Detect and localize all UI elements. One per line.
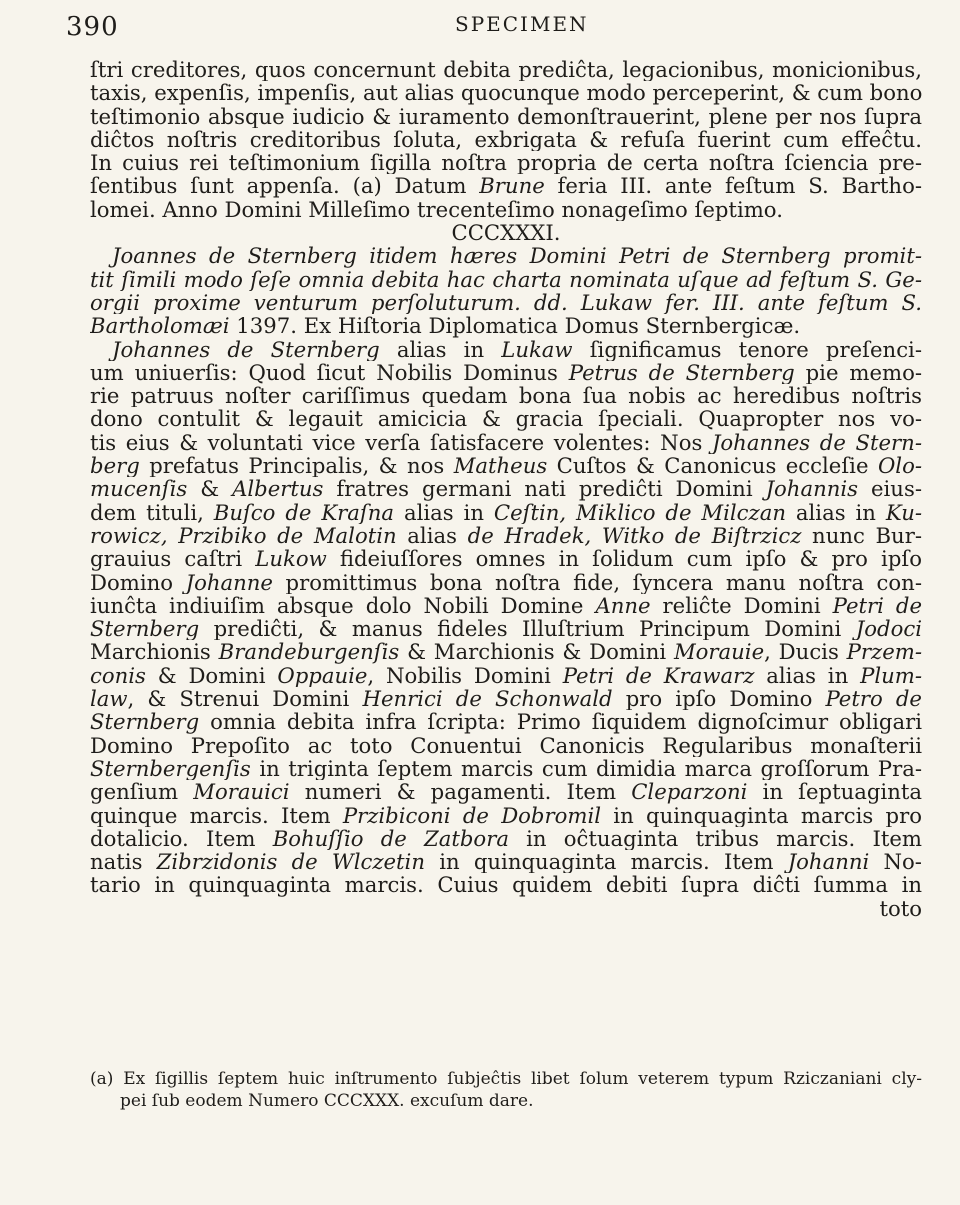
text-line bbox=[90, 81, 922, 104]
text-segment: tis eius & voluntati vice verſa ſatisfacere volentes: Nos bbox=[90, 430, 712, 455]
text-line bbox=[90, 571, 922, 594]
text-segment: nunc Bur- bbox=[801, 523, 922, 548]
italic-text: Ceſtin, Miklico de Milczan bbox=[493, 500, 786, 524]
text-segment: prediĉti, & manus fideles Illuſtrium Principum Domini bbox=[199, 617, 856, 641]
text-segment: dem tituli, bbox=[90, 500, 214, 524]
italic-text: Johanni bbox=[787, 850, 870, 874]
italic-text: Przibiconi de Dobromil bbox=[342, 803, 602, 827]
text-segment: natis bbox=[90, 850, 157, 874]
text-segment: Domino bbox=[90, 570, 186, 594]
italic-text: Matheus bbox=[453, 454, 548, 478]
text-segment: (a) Ex ſigillis ſeptem huic inſtrumento ſubjeĉtis libet ſolum veterem typum Rziczaniani cly- bbox=[90, 1069, 922, 1089]
text-segment: dotalicio. Item bbox=[90, 826, 273, 851]
text-segment: Domino Prepoſito ac toto Conuentui Canonicis Regularibus monaſterii bbox=[90, 733, 922, 757]
italic-text: tit ſimili modo ſeſe omnia debita hac charta nominata uſque ad feſtum S. Ge- bbox=[90, 267, 922, 291]
text-segment: feria III. ante feſtum S. Bartho- bbox=[544, 174, 922, 198]
text-segment: pei ſub eodem Numero CCCXXX. excuſum dare. bbox=[120, 1091, 534, 1111]
italic-text: Petri de bbox=[832, 593, 922, 618]
text-segment: numeri & pagamenti. Item bbox=[289, 780, 632, 804]
text-segment: ſtri creditores, quos concernunt debita prediĉta, legacionibus, monicionibus, bbox=[90, 58, 922, 82]
italic-text: Plum- bbox=[860, 663, 922, 688]
text-segment: iunĉta indiuiſim absque dolo Nobili Domine bbox=[90, 593, 596, 618]
text-segment: & Marchionis & Domini bbox=[399, 640, 674, 664]
text-line bbox=[90, 757, 922, 780]
text-segment: ſignificamus tenore preſenci- bbox=[572, 337, 922, 361]
italic-text: Sternbergenſis bbox=[90, 756, 251, 781]
text-segment: Cuſtos & Canonicus eccleſie bbox=[547, 454, 878, 478]
text-line bbox=[90, 687, 922, 710]
page-header bbox=[60, 8, 920, 48]
text-line bbox=[90, 524, 922, 547]
text-line bbox=[90, 338, 922, 361]
italic-text: Cleparzoni bbox=[631, 780, 748, 804]
text-segment: & Domini bbox=[145, 663, 278, 688]
italic-text: Jodoci bbox=[855, 617, 922, 641]
text-segment: & bbox=[187, 477, 233, 501]
text-line bbox=[90, 873, 922, 896]
text-segment: fratres germani nati prediĉti Domini bbox=[323, 477, 766, 501]
text-line bbox=[90, 151, 922, 174]
text-line bbox=[90, 897, 922, 920]
text-line bbox=[90, 198, 922, 221]
italic-text: Bartholomæi bbox=[90, 314, 230, 338]
text-segment: alias in bbox=[786, 500, 886, 524]
italic-text: Ku- bbox=[885, 500, 922, 524]
text-line bbox=[90, 431, 922, 454]
text-segment: in oĉtuaginta tribus marcis. Item bbox=[508, 826, 922, 851]
text-segment: eius- bbox=[858, 477, 922, 501]
text-segment: in quinquaginta marcis. Item bbox=[424, 850, 788, 874]
text-segment: in quinquaginta marcis pro bbox=[601, 803, 922, 827]
italic-text: Brandeburgenſis bbox=[218, 640, 400, 664]
text-line bbox=[90, 407, 922, 430]
text-line bbox=[90, 221, 922, 244]
text-segment: lomei. Anno Domini Milleſimo trecenteſimo nonageſimo ſeptimo. bbox=[90, 197, 783, 222]
text-segment: omnia debita infra ſcripta: Primo ſiquidem dignoſcimur obligari bbox=[199, 710, 922, 734]
text-line bbox=[90, 501, 922, 524]
text-line bbox=[90, 244, 922, 267]
italic-text: Johanne bbox=[185, 570, 273, 594]
text-segment: Marchionis bbox=[90, 640, 219, 664]
text-segment: prefatus Principalis, & nos bbox=[139, 454, 454, 478]
body-text bbox=[90, 58, 922, 920]
text-line bbox=[90, 454, 922, 477]
text-segment: in ſeptuaginta bbox=[747, 780, 922, 804]
page-number: 390 bbox=[66, 12, 119, 42]
italic-text: Olo- bbox=[877, 454, 922, 478]
italic-text: Petro de bbox=[825, 687, 922, 711]
italic-text: rowicz, Przibiko de Malotin bbox=[90, 523, 397, 548]
text-segment: teſtimonio absque iudicio & iuramento demonſtrauerint, plene per nos ſupra bbox=[90, 104, 922, 128]
text-line bbox=[90, 804, 922, 827]
footnote-block bbox=[90, 1068, 922, 1112]
text-segment: pro ipſo Domino bbox=[612, 687, 826, 711]
text-segment: fideiuſſores omnes in ſolidum cum ipſo & pro ipſo bbox=[326, 547, 922, 571]
italic-text: de Hradek, Witko de Biſtrzicz bbox=[467, 523, 802, 548]
text-line bbox=[90, 174, 922, 197]
italic-text: Morauie bbox=[673, 640, 765, 664]
italic-text: Johannes de Sternberg bbox=[112, 337, 380, 361]
italic-text: Sternberg bbox=[90, 710, 200, 734]
text-segment: quinque marcis. Item bbox=[90, 803, 343, 827]
italic-text: Albertus bbox=[232, 477, 324, 501]
italic-text: orgii proxime venturum perſoluturum. dd. Lukaw fer. III. ante feſtum S. bbox=[90, 290, 922, 315]
text-segment: alias in bbox=[394, 500, 494, 524]
text-line bbox=[90, 780, 922, 803]
text-line bbox=[90, 547, 922, 570]
footnote-line bbox=[90, 1068, 922, 1090]
italic-text: mucenſis bbox=[90, 477, 188, 501]
italic-text: Bohuſſio de Zatbora bbox=[272, 826, 509, 851]
text-line bbox=[90, 827, 922, 850]
italic-text: Sternberg bbox=[90, 617, 200, 641]
text-segment: , Nobilis Domini bbox=[367, 663, 563, 688]
text-segment: , & Strenui Domini bbox=[127, 687, 363, 711]
text-segment: tario in quinquaginta marcis. Cuius quidem debiti ſupra diĉti ſumma in bbox=[90, 873, 922, 897]
text-line bbox=[90, 850, 922, 873]
italic-text: Zibrzidonis de Wlczetin bbox=[156, 850, 425, 874]
text-segment: alias bbox=[396, 523, 468, 548]
text-line bbox=[90, 105, 922, 128]
italic-text: Petrus de Sternberg bbox=[568, 360, 795, 385]
text-segment: rie patruus noſter cariſſimus quedam bona ſua nobis ac heredibus noſtris bbox=[90, 384, 922, 408]
text-line bbox=[90, 640, 922, 663]
footnote-line bbox=[90, 1090, 922, 1112]
italic-text: Przem- bbox=[846, 640, 922, 664]
italic-text: Anne bbox=[595, 593, 651, 618]
text-line bbox=[90, 664, 922, 687]
text-segment: promittimus bona noſtra fide, ſyncera manu noſtra con- bbox=[272, 570, 922, 594]
text-segment: 1397. Ex Hiſtoria Diplomatica Domus Sternbergicæ. bbox=[229, 314, 801, 338]
text-line bbox=[90, 58, 922, 81]
text-segment: um uniuerſis: Quod ſicut Nobilis Dominus bbox=[90, 360, 569, 385]
italic-text: Morauici bbox=[193, 780, 290, 804]
italic-text: Lukow bbox=[255, 547, 327, 571]
italic-text: law bbox=[90, 687, 128, 711]
text-segment: grauius caſtri bbox=[90, 547, 256, 571]
text-line bbox=[90, 477, 922, 500]
text-line bbox=[90, 128, 922, 151]
italic-text: berg bbox=[90, 454, 140, 478]
italic-text: Lukaw bbox=[501, 337, 573, 361]
italic-text: Oppauie bbox=[277, 663, 368, 688]
text-segment: alias in bbox=[754, 663, 861, 688]
text-line bbox=[90, 384, 922, 407]
text-line bbox=[90, 314, 922, 337]
text-segment: pie memo- bbox=[794, 360, 922, 385]
text-segment: ſentibus ſunt appenſa. (a) Datum bbox=[90, 174, 480, 198]
italic-text: Petri de Krawarz bbox=[562, 663, 755, 688]
text-segment: toto bbox=[879, 896, 922, 920]
italic-text: Johannes de Stern- bbox=[711, 430, 922, 455]
text-segment: diĉtos noſtris creditoribus ſoluta, exbrigata & refuſa fuerint cum effeĉtu. bbox=[90, 127, 922, 152]
text-line bbox=[90, 268, 922, 291]
text-line bbox=[90, 594, 922, 617]
italic-text: Joannes de Sternberg itidem hæres Domini Petri de Sternberg promit- bbox=[112, 244, 922, 268]
text-segment: dono contulit & legauit amicicia & gracia ſpeciali. Quapropter nos vo- bbox=[90, 407, 922, 431]
text-segment: genſium bbox=[90, 780, 194, 804]
italic-text: Brune bbox=[479, 174, 545, 198]
italic-text: conis bbox=[90, 663, 146, 688]
text-segment: taxis, expenſis, impenſis, aut alias quocunque modo perceperint, & cum bono bbox=[90, 81, 922, 105]
italic-text: Johannis bbox=[765, 477, 859, 501]
text-segment: CCCXXXI. bbox=[451, 221, 561, 245]
running-head: SPECIMEN bbox=[455, 12, 589, 36]
text-line bbox=[90, 710, 922, 733]
text-segment: , Ducis bbox=[764, 640, 847, 664]
text-segment: in triginta ſeptem marcis cum dimidia marca groſſorum Pra- bbox=[250, 756, 922, 781]
text-line bbox=[90, 291, 922, 314]
italic-text: Buſco de Kraſna bbox=[213, 500, 395, 524]
text-segment: In cuius rei teſtimonium ſigilla noſtra propria de certa noſtra ſciencia pre- bbox=[90, 151, 922, 175]
text-line bbox=[90, 617, 922, 640]
text-segment: reliĉte Domini bbox=[650, 593, 833, 618]
text-segment: alias in bbox=[379, 337, 502, 361]
italic-text: Henrici de Schonwald bbox=[362, 687, 613, 711]
text-line bbox=[90, 361, 922, 384]
text-segment: No- bbox=[869, 850, 922, 874]
text-line bbox=[90, 734, 922, 757]
